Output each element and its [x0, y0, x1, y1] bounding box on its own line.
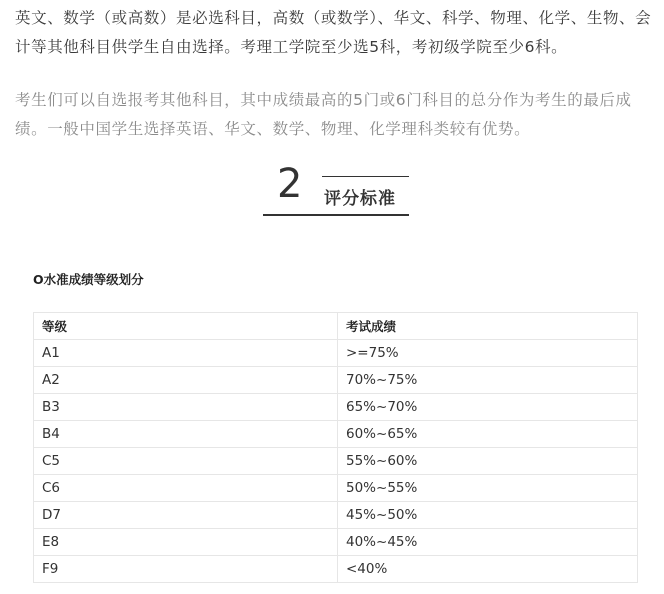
grade-cell: D7 [34, 502, 338, 529]
header-grade: 等级 [34, 313, 338, 340]
score-cell: 60%~65% [338, 421, 638, 448]
scoring-paragraph: 考生们可以自选报考其他科目，其中成绩最高的5门或6门科目的总分作为考生的最后成绩。一般中国学生选择英语、华文、数学、物理、化学理科类较有优势。 [15, 91, 632, 138]
score-cell: 50%~55% [338, 475, 638, 502]
score-cell: >=75% [338, 340, 638, 367]
table-row [34, 529, 638, 556]
score-cell: 45%~50% [338, 502, 638, 529]
grade-cell: C5 [34, 448, 338, 475]
table-row [34, 475, 638, 502]
table-row [34, 421, 638, 448]
grade-cell: B3 [34, 394, 338, 421]
grade-cell: E8 [34, 529, 338, 556]
table-row [34, 340, 638, 367]
table-row [34, 394, 638, 421]
score-cell: 70%~75% [338, 367, 638, 394]
section-heading [263, 160, 409, 216]
section-top-rule [322, 176, 409, 177]
grade-cell: F9 [34, 556, 338, 583]
grade-cell: C6 [34, 475, 338, 502]
score-cell: <40% [338, 556, 638, 583]
grade-cell: B4 [34, 421, 338, 448]
grade-cell: A1 [34, 340, 338, 367]
table-row [34, 448, 638, 475]
table-header-row [34, 313, 638, 340]
table-row [34, 367, 638, 394]
header-score: 考试成绩 [338, 313, 638, 340]
score-cell: 40%~45% [338, 529, 638, 556]
intro-paragraph: 英文、数学（或高数）是必选科目，高数（或数学）、华文、科学、物理、化学、生物、会计等其他科目供学生自由选择。考理工学院至少选5科，考初级学院至少6科。 [15, 9, 652, 56]
score-cell: 55%~60% [338, 448, 638, 475]
table-row [34, 556, 638, 583]
table-row [34, 502, 638, 529]
section-title: 评分标准 [324, 189, 396, 209]
section-number: 2 [277, 161, 303, 207]
grade-cell: A2 [34, 367, 338, 394]
grade-table [33, 312, 638, 583]
score-cell: 65%~70% [338, 394, 638, 421]
table-caption: O水准成绩等级划分 [33, 272, 144, 287]
section-underline [263, 214, 409, 216]
